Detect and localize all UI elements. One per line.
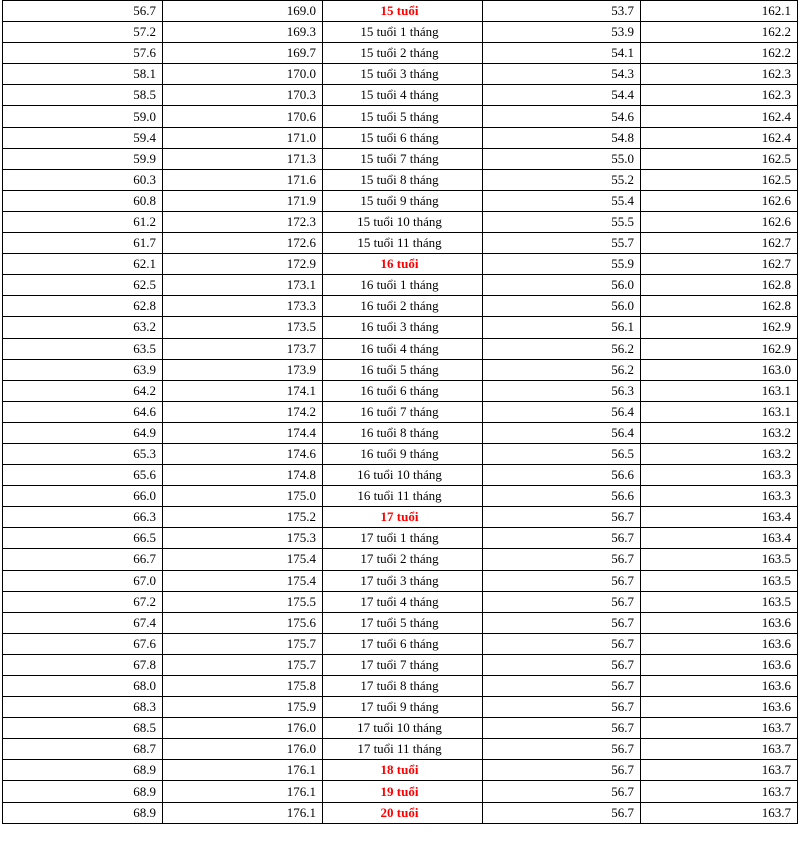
table-row — [3, 211, 798, 232]
boy-weight-cell: 67.2 — [3, 591, 163, 612]
age-cell: 17 tuổi 6 tháng — [323, 633, 483, 654]
table-row — [3, 85, 798, 106]
girl-height-cell: 162.3 — [641, 64, 798, 85]
girl-weight-cell: 56.7 — [483, 718, 641, 739]
girl-weight-cell: 56.7 — [483, 802, 641, 823]
boy-height-cell: 174.2 — [163, 401, 323, 422]
boy-weight-cell: 68.9 — [3, 802, 163, 823]
boy-weight-cell: 60.3 — [3, 169, 163, 190]
age-cell: 16 tuổi 10 tháng — [323, 465, 483, 486]
boy-height-cell: 175.9 — [163, 697, 323, 718]
boy-weight-cell: 59.0 — [3, 106, 163, 127]
boy-weight-cell: 68.9 — [3, 760, 163, 781]
table-row — [3, 633, 798, 654]
age-cell: 16 tuổi 4 tháng — [323, 338, 483, 359]
age-cell: 15 tuổi — [323, 1, 483, 22]
boy-height-cell: 174.6 — [163, 443, 323, 464]
girl-height-cell: 162.2 — [641, 43, 798, 64]
girl-weight-cell: 56.3 — [483, 380, 641, 401]
girl-weight-cell: 56.7 — [483, 760, 641, 781]
table-row — [3, 781, 798, 802]
table-row — [3, 570, 798, 591]
boy-weight-cell: 60.8 — [3, 190, 163, 211]
boy-weight-cell: 67.8 — [3, 654, 163, 675]
boy-weight-cell: 62.1 — [3, 254, 163, 275]
age-cell: 16 tuổi 1 tháng — [323, 275, 483, 296]
boy-weight-cell: 66.7 — [3, 549, 163, 570]
boy-weight-cell: 58.5 — [3, 85, 163, 106]
boy-weight-cell: 63.5 — [3, 338, 163, 359]
age-cell: 17 tuổi 5 tháng — [323, 612, 483, 633]
boy-height-cell: 176.1 — [163, 802, 323, 823]
boy-height-cell: 175.2 — [163, 507, 323, 528]
girl-weight-cell: 55.2 — [483, 169, 641, 190]
boy-weight-cell: 56.7 — [3, 1, 163, 22]
girl-height-cell: 163.6 — [641, 612, 798, 633]
table-row — [3, 127, 798, 148]
girl-weight-cell: 55.9 — [483, 254, 641, 275]
girl-height-cell: 163.6 — [641, 697, 798, 718]
boy-weight-cell: 65.3 — [3, 443, 163, 464]
age-cell: 16 tuổi 3 tháng — [323, 317, 483, 338]
girl-weight-cell: 56.2 — [483, 338, 641, 359]
boy-height-cell: 171.0 — [163, 127, 323, 148]
boy-weight-cell: 64.6 — [3, 401, 163, 422]
girl-weight-cell: 55.7 — [483, 233, 641, 254]
boy-height-cell: 176.0 — [163, 739, 323, 760]
boy-weight-cell: 61.7 — [3, 233, 163, 254]
age-cell: 15 tuổi 7 tháng — [323, 148, 483, 169]
boy-height-cell: 172.3 — [163, 211, 323, 232]
girl-height-cell: 163.7 — [641, 718, 798, 739]
age-cell: 17 tuổi 4 tháng — [323, 591, 483, 612]
table-row — [3, 739, 798, 760]
girl-height-cell: 163.0 — [641, 359, 798, 380]
girl-weight-cell: 55.0 — [483, 148, 641, 169]
girl-height-cell: 163.4 — [641, 528, 798, 549]
girl-height-cell: 162.1 — [641, 1, 798, 22]
girl-weight-cell: 56.7 — [483, 570, 641, 591]
boy-height-cell: 169.0 — [163, 1, 323, 22]
table-row — [3, 254, 798, 275]
table-row — [3, 422, 798, 443]
age-cell: 16 tuổi 8 tháng — [323, 422, 483, 443]
boy-height-cell: 175.4 — [163, 570, 323, 591]
table-row — [3, 528, 798, 549]
girl-weight-cell: 54.3 — [483, 64, 641, 85]
girl-height-cell: 163.2 — [641, 443, 798, 464]
age-cell: 17 tuổi 2 tháng — [323, 549, 483, 570]
girl-height-cell: 162.5 — [641, 169, 798, 190]
table-row — [3, 233, 798, 254]
table-row — [3, 549, 798, 570]
table-row — [3, 380, 798, 401]
boy-height-cell: 171.6 — [163, 169, 323, 190]
age-cell: 16 tuổi 5 tháng — [323, 359, 483, 380]
age-cell: 15 tuổi 6 tháng — [323, 127, 483, 148]
boy-weight-cell: 68.0 — [3, 676, 163, 697]
girl-weight-cell: 55.4 — [483, 190, 641, 211]
girl-weight-cell: 56.7 — [483, 528, 641, 549]
age-cell: 18 tuổi — [323, 760, 483, 781]
table-body — [3, 1, 798, 824]
boy-weight-cell: 67.4 — [3, 612, 163, 633]
table-row — [3, 676, 798, 697]
boy-height-cell: 171.9 — [163, 190, 323, 211]
age-cell: 15 tuổi 5 tháng — [323, 106, 483, 127]
girl-weight-cell: 53.9 — [483, 22, 641, 43]
girl-height-cell: 162.6 — [641, 211, 798, 232]
girl-height-cell: 163.5 — [641, 549, 798, 570]
age-cell: 19 tuổi — [323, 781, 483, 802]
girl-height-cell: 163.7 — [641, 760, 798, 781]
boy-height-cell: 172.6 — [163, 233, 323, 254]
age-cell: 17 tuổi 7 tháng — [323, 654, 483, 675]
boy-height-cell: 173.5 — [163, 317, 323, 338]
boy-height-cell: 175.6 — [163, 612, 323, 633]
girl-weight-cell: 54.4 — [483, 85, 641, 106]
girl-weight-cell: 56.7 — [483, 654, 641, 675]
table-row — [3, 401, 798, 422]
age-cell: 16 tuổi 11 tháng — [323, 486, 483, 507]
girl-height-cell: 163.3 — [641, 486, 798, 507]
girl-height-cell: 162.4 — [641, 106, 798, 127]
table-row — [3, 486, 798, 507]
boy-weight-cell: 59.9 — [3, 148, 163, 169]
table-row — [3, 760, 798, 781]
boy-height-cell: 169.3 — [163, 22, 323, 43]
boy-height-cell: 176.1 — [163, 781, 323, 802]
boy-weight-cell: 67.6 — [3, 633, 163, 654]
girl-height-cell: 162.7 — [641, 254, 798, 275]
table-row — [3, 296, 798, 317]
girl-weight-cell: 56.4 — [483, 401, 641, 422]
table-row — [3, 359, 798, 380]
girl-height-cell: 163.1 — [641, 380, 798, 401]
girl-weight-cell: 56.7 — [483, 633, 641, 654]
age-cell: 16 tuổi 2 tháng — [323, 296, 483, 317]
age-cell: 17 tuổi 11 tháng — [323, 739, 483, 760]
age-cell: 15 tuổi 9 tháng — [323, 190, 483, 211]
girl-weight-cell: 56.7 — [483, 781, 641, 802]
boy-height-cell: 175.7 — [163, 654, 323, 675]
age-cell: 15 tuổi 8 tháng — [323, 169, 483, 190]
age-cell: 17 tuổi 9 tháng — [323, 697, 483, 718]
girl-weight-cell: 56.7 — [483, 612, 641, 633]
table-row — [3, 190, 798, 211]
table-row — [3, 654, 798, 675]
girl-weight-cell: 56.7 — [483, 676, 641, 697]
age-cell: 16 tuổi 6 tháng — [323, 380, 483, 401]
boy-height-cell: 170.3 — [163, 85, 323, 106]
age-cell: 16 tuổi 7 tháng — [323, 401, 483, 422]
girl-weight-cell: 56.7 — [483, 507, 641, 528]
boy-height-cell: 171.3 — [163, 148, 323, 169]
boy-height-cell: 174.1 — [163, 380, 323, 401]
girl-weight-cell: 54.1 — [483, 43, 641, 64]
girl-height-cell: 163.1 — [641, 401, 798, 422]
age-cell: 16 tuổi — [323, 254, 483, 275]
boy-height-cell: 175.3 — [163, 528, 323, 549]
boy-height-cell: 175.8 — [163, 676, 323, 697]
age-cell: 15 tuổi 4 tháng — [323, 85, 483, 106]
age-cell: 17 tuổi 10 tháng — [323, 718, 483, 739]
girl-height-cell: 163.6 — [641, 676, 798, 697]
boy-height-cell: 176.1 — [163, 760, 323, 781]
table-row — [3, 338, 798, 359]
girl-weight-cell: 56.7 — [483, 591, 641, 612]
girl-weight-cell: 56.2 — [483, 359, 641, 380]
girl-height-cell: 163.7 — [641, 739, 798, 760]
boy-height-cell: 175.4 — [163, 549, 323, 570]
girl-weight-cell: 54.6 — [483, 106, 641, 127]
boy-height-cell: 174.8 — [163, 465, 323, 486]
table-row — [3, 718, 798, 739]
girl-weight-cell: 56.0 — [483, 275, 641, 296]
boy-weight-cell: 68.7 — [3, 739, 163, 760]
girl-weight-cell: 56.5 — [483, 443, 641, 464]
girl-height-cell: 163.6 — [641, 654, 798, 675]
age-cell: 15 tuổi 1 tháng — [323, 22, 483, 43]
table-row — [3, 507, 798, 528]
table-row — [3, 697, 798, 718]
girl-height-cell: 162.8 — [641, 275, 798, 296]
age-cell: 15 tuổi 3 tháng — [323, 64, 483, 85]
girl-height-cell: 163.5 — [641, 591, 798, 612]
age-cell: 17 tuổi 1 tháng — [323, 528, 483, 549]
girl-weight-cell: 56.0 — [483, 296, 641, 317]
girl-height-cell: 163.6 — [641, 633, 798, 654]
table-row — [3, 802, 798, 823]
table-row — [3, 106, 798, 127]
boy-height-cell: 175.5 — [163, 591, 323, 612]
age-cell: 17 tuổi 8 tháng — [323, 676, 483, 697]
age-cell: 15 tuổi 2 tháng — [323, 43, 483, 64]
boy-weight-cell: 66.0 — [3, 486, 163, 507]
girl-height-cell: 162.9 — [641, 338, 798, 359]
age-cell: 17 tuổi — [323, 507, 483, 528]
boy-weight-cell: 67.0 — [3, 570, 163, 591]
boy-weight-cell: 62.5 — [3, 275, 163, 296]
girl-height-cell: 163.2 — [641, 422, 798, 443]
girl-height-cell: 162.9 — [641, 317, 798, 338]
girl-weight-cell: 56.7 — [483, 549, 641, 570]
table-row — [3, 275, 798, 296]
age-cell: 20 tuổi — [323, 802, 483, 823]
table-row — [3, 443, 798, 464]
table-row — [3, 64, 798, 85]
boy-weight-cell: 57.6 — [3, 43, 163, 64]
boy-weight-cell: 64.2 — [3, 380, 163, 401]
boy-weight-cell: 65.6 — [3, 465, 163, 486]
boy-weight-cell: 57.2 — [3, 22, 163, 43]
girl-weight-cell: 56.6 — [483, 465, 641, 486]
boy-weight-cell: 68.3 — [3, 697, 163, 718]
girl-height-cell: 163.3 — [641, 465, 798, 486]
girl-weight-cell: 55.5 — [483, 211, 641, 232]
girl-height-cell: 162.5 — [641, 148, 798, 169]
girl-height-cell: 163.4 — [641, 507, 798, 528]
boy-weight-cell: 59.4 — [3, 127, 163, 148]
boy-weight-cell: 68.5 — [3, 718, 163, 739]
girl-height-cell: 162.7 — [641, 233, 798, 254]
boy-height-cell: 169.7 — [163, 43, 323, 64]
boy-height-cell: 172.9 — [163, 254, 323, 275]
age-cell: 16 tuổi 9 tháng — [323, 443, 483, 464]
boy-height-cell: 173.1 — [163, 275, 323, 296]
boy-weight-cell: 61.2 — [3, 211, 163, 232]
boy-weight-cell: 62.8 — [3, 296, 163, 317]
girl-height-cell: 162.2 — [641, 22, 798, 43]
table-row — [3, 612, 798, 633]
boy-height-cell: 176.0 — [163, 718, 323, 739]
girl-height-cell: 162.8 — [641, 296, 798, 317]
table-row — [3, 169, 798, 190]
boy-weight-cell: 66.5 — [3, 528, 163, 549]
table-row — [3, 465, 798, 486]
table-row — [3, 148, 798, 169]
girl-weight-cell: 56.6 — [483, 486, 641, 507]
growth-chart-table — [2, 0, 798, 824]
boy-height-cell: 173.3 — [163, 296, 323, 317]
boy-height-cell: 175.0 — [163, 486, 323, 507]
girl-weight-cell: 54.8 — [483, 127, 641, 148]
boy-weight-cell: 63.9 — [3, 359, 163, 380]
girl-weight-cell: 53.7 — [483, 1, 641, 22]
girl-height-cell: 162.4 — [641, 127, 798, 148]
girl-weight-cell: 56.7 — [483, 739, 641, 760]
boy-height-cell: 174.4 — [163, 422, 323, 443]
boy-height-cell: 175.7 — [163, 633, 323, 654]
age-cell: 17 tuổi 3 tháng — [323, 570, 483, 591]
table-row — [3, 43, 798, 64]
boy-height-cell: 173.7 — [163, 338, 323, 359]
girl-weight-cell: 56.4 — [483, 422, 641, 443]
boy-weight-cell: 58.1 — [3, 64, 163, 85]
boy-weight-cell: 64.9 — [3, 422, 163, 443]
age-cell: 15 tuổi 11 tháng — [323, 233, 483, 254]
boy-weight-cell: 66.3 — [3, 507, 163, 528]
girl-height-cell: 163.7 — [641, 781, 798, 802]
girl-height-cell: 162.3 — [641, 85, 798, 106]
boy-height-cell: 170.6 — [163, 106, 323, 127]
girl-weight-cell: 56.1 — [483, 317, 641, 338]
girl-height-cell: 162.6 — [641, 190, 798, 211]
table-row — [3, 1, 798, 22]
age-cell: 15 tuổi 10 tháng — [323, 211, 483, 232]
girl-height-cell: 163.7 — [641, 802, 798, 823]
table-row — [3, 22, 798, 43]
girl-height-cell: 163.5 — [641, 570, 798, 591]
boy-weight-cell: 68.9 — [3, 781, 163, 802]
boy-height-cell: 173.9 — [163, 359, 323, 380]
boy-height-cell: 170.0 — [163, 64, 323, 85]
boy-weight-cell: 63.2 — [3, 317, 163, 338]
girl-weight-cell: 56.7 — [483, 697, 641, 718]
table-row — [3, 317, 798, 338]
table-row — [3, 591, 798, 612]
